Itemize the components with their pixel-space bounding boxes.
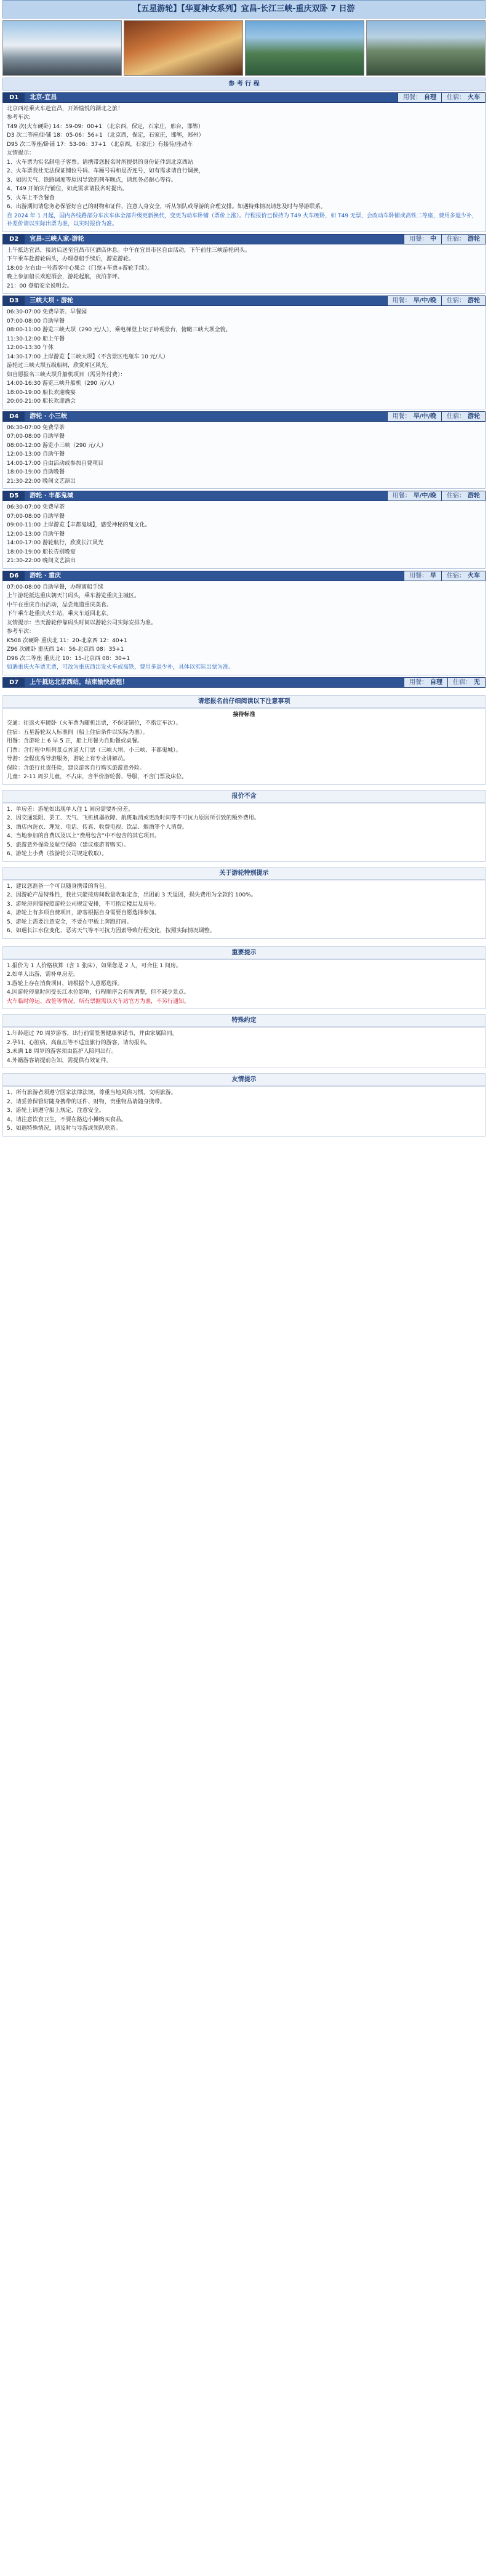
day-body	[2, 501, 486, 569]
price-excluded-box	[2, 803, 486, 862]
important-notes-box	[2, 959, 486, 1010]
day-line: 12:00-13:00 自助午餐	[7, 531, 65, 537]
special-agreement-line: 2.孕妇、心脏病、高血压等不适宜旅行的游客，请勿报名。	[7, 1039, 151, 1046]
cruise-tip-line: 1、建议您准备一个可以随身携带的背包。	[7, 883, 110, 890]
day-header	[2, 677, 486, 688]
day-line: 21：00 登船安全说明会。	[7, 283, 73, 289]
day-line: 4、T49 开始实行铺位，如此需求请报名时提出。	[7, 186, 128, 192]
day-line: 5、火车上不含餐食	[7, 195, 55, 201]
three-gorges-dam-photo	[245, 20, 364, 76]
day-stay	[441, 296, 485, 305]
friendly-tips-header: 友情提示	[2, 1073, 486, 1086]
day-route: 游轮 · 小三峡	[30, 413, 68, 420]
day-stay-value: 游轮	[468, 297, 480, 304]
cruise-interior-photo	[124, 20, 243, 76]
cruise-tips-box	[2, 880, 486, 939]
day-stay-label: 住宿：	[447, 493, 465, 499]
day-header	[2, 571, 486, 581]
day-number: D3	[3, 296, 25, 305]
day-line: 20:00-21:00 船长欢迎酒会	[7, 398, 76, 405]
day-route: 三峡大坝 · 游轮	[30, 297, 74, 304]
day-meal-label: 用餐：	[392, 493, 411, 499]
day-line: 下午乘车赴游轮码头，办理登船手续后，游览游轮。	[7, 256, 135, 262]
day-meal	[398, 93, 441, 102]
day-line: D95 次二等座/卧铺 17：53-06：37+1 （北京西，石家庄）有接待/座动车	[7, 141, 193, 148]
day-meta	[387, 296, 485, 305]
special-agreement-box	[2, 1027, 486, 1068]
day-body	[2, 103, 486, 232]
special-agreement-header: 特殊约定	[2, 1014, 486, 1027]
day-line: 友情提示：	[7, 150, 35, 156]
day-meta	[404, 235, 485, 244]
day-meal-value: 早/中/晚	[413, 493, 436, 499]
day-line: 07:00-08:00 自助早餐，办理离船手续	[7, 584, 103, 590]
day-body	[2, 306, 486, 409]
day-meal-label: 用餐：	[392, 413, 411, 420]
day-line: 3、如因天气、铁路调度等原因导致的列车晚点，请您务必耐心等待。	[7, 177, 177, 183]
friendly-tip-line: 5、如遇特殊情况，请及时与导游或领队联系。	[7, 1125, 121, 1132]
day-header	[2, 296, 486, 306]
cruise-tip-line: 3、游轮房间需按照游轮公司规定安排，不可指定楼层及房号。	[7, 901, 160, 908]
day-line: 1、火车票为实名制电子客票。请携带您报名时所提供的身份证件到北京西站	[7, 159, 193, 166]
day-line: 08:00-11:00 游览三峡大坝（290 元/人），乘电梯登上坛子岭观景台，俯瞰三峡大坝全貌。	[7, 327, 231, 333]
day-stay-value: 火车	[468, 94, 480, 101]
day-line: T49 次(火车硬卧) 14：59-09：00+1 （北京西，保定，石家庄，邢台，邯郸）	[7, 123, 204, 130]
day-stay-label: 住宿：	[447, 572, 465, 579]
special-agreement-line: 4.外籍游客请提前告知，需提供有效证件。	[7, 1057, 112, 1064]
day-line: 18:00 左右由一号游客中心集合（门票+车票+游轮手续）。	[7, 265, 153, 272]
day-notice: 自 2024 年 1 月起，国内各线路部分车次车体全部升级更新换代，变更为动车卧铺（票价上涨）。行程报价已保持为 T49 火车硬卧，如 T49 无票，会改动车卧铺或高铁二等座，费用多退少补，补差价请以实际出票为准，以实时报价为准。	[7, 212, 478, 227]
day-line: 晚上参加船长欢迎酒会，游轮起航，夜泊茅坪。	[7, 274, 124, 280]
cruise-tip-line: 5、游轮上需要注意安全，不要在甲板上奔跑打闹。	[7, 919, 132, 925]
day-number: D6	[3, 571, 25, 581]
price-excluded-line: 6、游轮上小费（按游轮公司规定收取）。	[7, 851, 108, 857]
day-number: D1	[3, 93, 25, 102]
day-line: 11:30-12:00 船上午餐	[7, 336, 65, 342]
cruise-tip-line: 2、因游轮产品特殊性，我社只能按房间数量收取定金，出团前 3 天退团，损失费用为全款的 100%。	[7, 892, 257, 898]
day-meal	[404, 571, 441, 581]
standard-subtitle: 接待标准	[233, 711, 255, 718]
day-line: 上午抵达宜昌，接站后送至宜昌市区酒店休息。中午在宜昌市区自由活动，下午前往三峡游轮码头。	[7, 247, 251, 254]
price-excluded-line: 3、酒店内洗衣、理发、电话、传真、收费电视、饮品、烟酒等个人消费。	[7, 824, 188, 831]
train-warning: 火车临时停运、改签等情况，所有票据需以火车站官方为准，不另行通知。	[7, 998, 190, 1005]
day-stay	[441, 571, 485, 581]
cruise-tip-line: 4、游轮上有多项自费项目，游客根据自身需要自愿选择参加。	[7, 910, 160, 916]
price-excluded-line: 1、单房差：游轮如出现单人住 1 间房需要补房差。	[7, 806, 134, 813]
day-line: 参考车次:	[7, 115, 31, 121]
day-line: 21:30-22:00 晚间文艺演出	[7, 558, 76, 564]
day-line: D3 次二等座/卧铺 18：05-06：56+1 （北京西，保定，石家庄，邯郸，郑州）	[7, 132, 204, 139]
day-stay-label: 住宿：	[453, 678, 471, 686]
day-line: 21:30-22:00 晚间文艺演出	[7, 478, 76, 485]
day-meal-label: 用餐：	[392, 297, 411, 304]
important-note-line: 1.报价为 1 人价格核算（含 1 张床），如果您是 2 人，可合住 1 间房。	[7, 962, 182, 969]
day-line: 2、火车票我社无法保证铺位号码、车厢号码和是否连号，如有需求请自行调换，	[7, 168, 204, 174]
day-stay	[441, 235, 485, 244]
yangtze-gorge-photo	[366, 20, 486, 76]
day-line: 07:00-08:00 自助早餐	[7, 513, 65, 520]
day-meal-label: 用餐：	[403, 94, 422, 101]
day-stay-label: 住宿：	[447, 413, 465, 420]
standard-line: 用餐：含游轮上 6 早 5 正，船上用餐为自助餐或桌餐。	[7, 738, 143, 744]
day-line: 12:00-13:30 午休	[7, 345, 54, 351]
day-stay-value: 游轮	[468, 235, 480, 243]
standard-line: 儿童：2-11 周岁儿童，不占床，含半价游轮餐、导服，不含门票及床位。	[7, 774, 188, 780]
standard-line: 住宿：五星游轮双人标准间（船上住宿条件以实际为准）。	[7, 729, 148, 736]
itinerary-header: 参 考 行 程	[2, 78, 486, 91]
day-header	[2, 234, 486, 244]
cruise-tip-line: 6、如遇长江水位变化、恶劣天气等不可抗力因素导致行程变化，按照实际情况调整。	[7, 928, 215, 934]
day-meal-value: 中	[430, 235, 436, 243]
day-header	[2, 491, 486, 501]
day-stay	[441, 93, 485, 102]
day-line: 友情提示：当天游轮停靠码头时间以游轮公司实际安排为准。	[7, 619, 157, 626]
standard-line: 交通：往返火车硬卧（火车票为随机出票，不保证铺位，不指定车次）。	[7, 720, 182, 727]
day-stay-label: 住宿：	[447, 297, 465, 304]
day-number: D7	[3, 678, 25, 687]
important-note-line: 4.因游轮停靠时间受长江水位影响，行程顺序会有所调整，但不减少景点。	[7, 989, 190, 996]
day-meal-value: 自理	[424, 94, 436, 101]
page	[0, 0, 488, 1137]
day-meal-value: 早/中/晚	[413, 413, 436, 420]
day-number: D2	[3, 235, 25, 244]
day-meal	[387, 412, 441, 421]
day-meal	[387, 296, 441, 305]
day-stay	[441, 412, 485, 421]
day-line: 18:00-19:00 船长欢迎晚宴	[7, 389, 76, 396]
day-line: 18:00-19:00 船长告别晚宴	[7, 549, 76, 555]
important-note-line: 2.如单人出游，需补单房差。	[7, 972, 79, 978]
price-excluded-header: 报价不含	[2, 790, 486, 803]
day-line: K508 次硬卧 重庆北 11：20-北京西 12：40+1	[7, 637, 127, 644]
important-notes-header: 重要提示	[2, 946, 486, 959]
cruise-tips-header: 关于游轮特别提示	[2, 867, 486, 880]
day-line: 18:00-19:00 自助晚餐	[7, 469, 65, 475]
day-line: 07:00-08:00 自助早餐	[7, 318, 65, 324]
page-title: 【五星游轮】【华夏神女系列】宜昌-长江三峡-重庆双卧 7 日游	[2, 0, 486, 18]
day-meta	[398, 93, 485, 102]
day-route: 上午抵达北京西站，结束愉快旅程！	[30, 678, 129, 686]
day-stay-value: 游轮	[468, 493, 480, 499]
itinerary-days	[2, 92, 486, 688]
day-body	[2, 244, 486, 294]
day-header	[2, 411, 486, 422]
day-meal-value: 早	[430, 572, 436, 579]
standard-line: 导游：全程优秀导游服务，游轮上有专业讲解员。	[7, 756, 129, 762]
day-meal	[404, 678, 447, 687]
standard-line: 门票：含行程中所列景点首道大门票（三峡大坝、小三峡、丰都鬼城）。	[7, 747, 182, 754]
price-excluded-line: 4、当地参加的自费以及以上“费用包含”中不包含的其它项目。	[7, 833, 161, 839]
day-line: 06:30-07:00 免费早茶	[7, 424, 65, 431]
day-line: 08:00-12:00 游览小三峡（290 元/人）	[7, 442, 107, 449]
day-stay-value: 无	[474, 678, 480, 686]
day-stay	[441, 491, 485, 501]
day-meal	[404, 235, 441, 244]
day-stay-label: 住宿：	[447, 94, 465, 101]
day-body	[2, 422, 486, 489]
day-meta	[387, 491, 485, 501]
day-meal-label: 用餐：	[409, 678, 428, 686]
standard-line: 保险：含旅行社责任险，建议游客自行购买旅游意外险。	[7, 765, 146, 771]
standard-header: 请您报名前仔细阅读以下注意事项	[2, 695, 486, 708]
standard-box	[2, 708, 486, 785]
special-agreement-line: 1.年龄超过 70 周岁游客，出行前需签署健康承诺书，并由家属陪同。	[7, 1031, 178, 1037]
day-meal-value: 自理	[430, 678, 442, 686]
day-stay-label: 住宿：	[447, 235, 465, 243]
special-agreement-line: 3.未满 18 周岁的游客须由监护人陪同出行。	[7, 1049, 117, 1055]
day-notice: 如遇重庆火车票无票，可改为重庆西出发火车或高铁，费用多退少补，具体以实际出票为准。	[7, 664, 234, 670]
day-body	[2, 581, 486, 675]
day-line: 北京西站乘火车赴宜昌，开始愉悦的湖北之旅！	[7, 105, 124, 112]
day-line: 下午乘车赴重庆火车站，乘火车返回北京。	[7, 611, 113, 617]
day-line: Z96 次硬卧 重庆西 14：56-北京西 08：35+1	[7, 646, 124, 653]
day-route: 北京-宜昌	[30, 94, 57, 101]
day-line: 12:00-13:00 自助午餐	[7, 451, 65, 457]
day-line: 14:00-17:00 自由活动或参加自费项目	[7, 460, 103, 467]
day-meta	[404, 678, 485, 687]
day-line: 07:00-08:00 自助早餐	[7, 433, 65, 440]
day-line: 06:30-07:00 免费早茶、早餐园	[7, 309, 87, 315]
day-meal-label: 用餐：	[409, 572, 428, 579]
friendly-tip-line: 3、游轮上请遵守船上规定，注意安全。	[7, 1108, 105, 1114]
friendly-tip-line: 1、所有旅游者须遵守国家法律法规，尊重当地风俗习惯，文明旅游。	[7, 1090, 177, 1096]
day-meal-value: 早/中/晚	[413, 297, 436, 304]
day-number: D5	[3, 491, 25, 501]
day-meta	[387, 412, 485, 421]
day-stay-value: 游轮	[468, 413, 480, 420]
day-line: 游轮过三峡大坝五级船闸，欣赏库区风光。	[7, 363, 113, 369]
day-line: 上午游轮抵达重庆朝天门码头，乘车游览重庆主城区。	[7, 593, 140, 599]
day-line: 6、出游期间请您务必保管好自己的财物和证件，注意人身安全，听从领队或导游的合理安排。如遇特殊情况请您及时与导游联系。	[7, 204, 326, 210]
friendly-tip-line: 4、请注意饮食卫生，不要在路边小摊购买食品。	[7, 1116, 127, 1123]
photo-strip	[2, 18, 486, 78]
day-header	[2, 92, 486, 103]
day-stay-value: 火车	[468, 572, 480, 579]
day-meal	[387, 491, 441, 501]
day-line: 14:00-17:00 游轮航行，欣赏长江风光	[7, 540, 103, 546]
day-stay	[447, 678, 485, 687]
day-line: 14:30-17:00 上岸游览【三峡大坝】（不含景区电瓶车 10 元/人）	[7, 353, 169, 360]
day-route: 游轮 · 重庆	[30, 572, 62, 579]
day-line: 06:30-07:00 免费早茶	[7, 504, 65, 510]
day-line: D96 次二等座 重庆北 10：15-北京西 08：30+1	[7, 655, 130, 662]
day-number: D4	[3, 412, 25, 421]
day-line: 如自愿报名三峡大坝升船机项目（需另外付费）：	[7, 371, 126, 378]
day-route: 游轮 · 丰都鬼城	[30, 493, 74, 499]
day-meta	[404, 571, 485, 581]
day-line: 09:00-11:00 上岸游览【丰都鬼城】，感受神秘的鬼文化。	[7, 522, 151, 528]
cruise-ship-photo	[2, 20, 122, 76]
friendly-tip-line: 2、请妥善保管好随身携带的证件、财物，贵重物品请随身携带。	[7, 1098, 166, 1105]
day-line: 中午在重庆自由活动，品尝地道重庆美食。	[7, 602, 113, 608]
friendly-tips-box	[2, 1086, 486, 1137]
important-note-line: 3.游轮上存在消费项目，请根据个人意愿选择。	[7, 980, 123, 987]
day-route: 宜昌-三峡人家-游轮	[30, 235, 84, 243]
day-line: 14:00-16:30 游览三峡升船机（290 元/人）	[7, 380, 118, 387]
price-excluded-line: 5、旅游意外保险及航空保险（建议旅游者购买）。	[7, 842, 130, 848]
price-excluded-line: 2、因交通延阻、罢工、天气、飞机机器故障、航班取消或更改时间等不可抗力原因所引致的额外费用。	[7, 815, 260, 821]
day-meal-label: 用餐：	[409, 235, 428, 243]
day-line: 参考车次：	[7, 629, 35, 635]
